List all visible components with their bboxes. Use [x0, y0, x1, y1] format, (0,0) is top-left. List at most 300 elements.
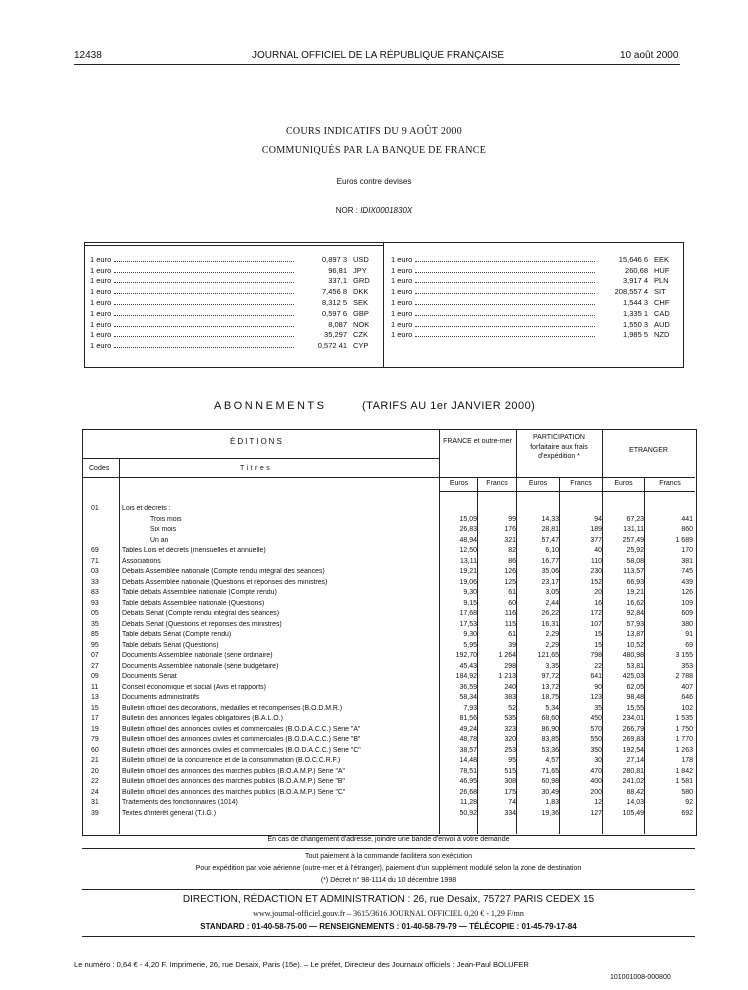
row-value: 110: [590, 557, 602, 565]
rate-currency: CHF: [654, 297, 670, 307]
row-value: 126: [504, 568, 516, 575]
row-title: Bulletin des annonces légales obligatoires (B.A.L.O.): [122, 715, 283, 722]
row-value: 450: [590, 715, 602, 722]
row-value: 12: [594, 799, 602, 806]
row-value: 1 842: [675, 767, 693, 775]
row-title: Trois mois: [150, 515, 182, 523]
row-value: 323: [504, 725, 516, 733]
nor-label: NOR :: [335, 206, 358, 215]
row-code: 03: [91, 568, 99, 575]
leader-dots: [415, 330, 595, 337]
row-value: 74: [508, 799, 516, 806]
row-value: 241,02: [622, 778, 644, 785]
row-value: 15: [594, 631, 602, 638]
rate-label: 1 euro: [90, 297, 112, 307]
row-value: 92,84: [626, 610, 644, 617]
row-value: 107: [590, 620, 602, 628]
rate-label: 1 euro: [391, 308, 413, 318]
page-number: 12438: [74, 50, 102, 61]
col-etranger-francs: Francs: [659, 480, 681, 487]
row-code: 19: [91, 725, 99, 733]
row-title: Textes d'intérêt général (T.I.G.): [122, 809, 216, 817]
row-value: 515: [504, 767, 516, 775]
abonnements-tarifs: (TARIFS AU 1er JANVIER 2000): [362, 400, 536, 412]
row-value: 19,36: [541, 809, 559, 817]
row-title: Table débats Sénat (Compte rendu): [122, 631, 232, 638]
row-value: 53,81: [626, 662, 644, 670]
footer-phones: STANDARD : 01-40-58-75-00 — RENSEIGNEMENTS : 01-40-58-79-79 — TÉLÉCOPIE : 01-45-79-17-84: [200, 922, 577, 931]
abonnements-title: ABONNEMENTS: [214, 400, 327, 412]
row-value: 5,95: [463, 641, 477, 649]
row-value: 40: [594, 547, 602, 554]
row-value: 109: [681, 599, 693, 607]
row-title: Débats Assemblée nationale (Compte rendu intégral des séances): [122, 568, 325, 575]
row-value: 57,93: [626, 620, 644, 628]
row-value: 67,23: [626, 515, 644, 523]
leader-dots: [415, 287, 595, 294]
row-value: 381: [681, 557, 693, 565]
rate-currency: GRD: [353, 276, 370, 286]
row-title: Table débats Assemblée nationale (Compte rendu): [122, 589, 277, 596]
row-value: 57,47: [541, 536, 559, 544]
rate-label: 1 euro: [391, 297, 413, 307]
col-editions: ÉDITIONS: [230, 437, 284, 446]
leader-dots: [415, 266, 595, 273]
row-value: 692: [681, 809, 693, 817]
rate-value: 337,1: [328, 276, 347, 286]
row-title: Lois et décrets :: [122, 505, 171, 512]
rate-currency: NZD: [654, 330, 670, 340]
row-title: Bulletin officiel des annonces des marchés publics (B.O.A.M.P.) Série "C": [122, 788, 346, 796]
row-value: 121,65: [537, 652, 559, 659]
row-value: 580: [681, 788, 693, 796]
row-code: 01: [91, 505, 99, 512]
row-value: 90: [594, 683, 602, 691]
row-value: 94: [594, 515, 602, 523]
row-value: 66,93: [626, 578, 644, 586]
row-title: Bulletin officiel des annonces des marchés publics (B.O.A.M.P.) Série "A": [122, 767, 345, 775]
row-value: 298: [504, 662, 516, 670]
row-value: 266,79: [622, 725, 644, 733]
row-value: 6,10: [545, 547, 559, 554]
row-value: 105,49: [622, 809, 644, 817]
rates-box: [84, 242, 684, 368]
row-value: 83,85: [541, 736, 559, 743]
rate-value: 260,68: [625, 265, 648, 275]
row-value: 860: [681, 526, 693, 533]
rate-currency: CZK: [353, 330, 368, 340]
row-code: 85: [91, 631, 99, 638]
rate-currency: CAD: [654, 308, 670, 318]
rate-currency: DKK: [353, 287, 369, 297]
rate-row-left-czk: [90, 329, 375, 340]
row-code: 33: [91, 578, 99, 586]
rate-label: 1 euro: [90, 330, 112, 340]
row-value: 38,57: [459, 746, 477, 754]
row-value: 234,01: [622, 715, 644, 722]
rate-value: 15,646 6: [618, 254, 648, 264]
row-value: 7,93: [463, 704, 477, 712]
row-code: 79: [91, 736, 99, 743]
rate-currency: HUF: [654, 265, 670, 275]
rate-row-right-pln: [391, 275, 676, 286]
rate-row-right-sit: [391, 285, 676, 296]
leader-dots: [114, 341, 294, 348]
row-value: 116: [504, 610, 516, 617]
row-code: 95: [91, 641, 99, 649]
rate-row-right-cad: [391, 307, 676, 318]
row-code: 69: [91, 547, 99, 554]
row-value: 86: [508, 557, 516, 565]
row-value: 3 155: [675, 652, 693, 659]
rate-label: 1 euro: [391, 254, 413, 264]
row-title: Conseil économique et social (Avis et rapports): [122, 683, 266, 691]
row-value: 16: [594, 599, 602, 607]
row-value: 321: [504, 536, 516, 544]
row-value: 2,29: [545, 641, 559, 649]
row-value: 26,68: [459, 788, 477, 796]
rate-value: 0,572 41: [317, 341, 347, 351]
row-value: 19,21: [459, 568, 477, 575]
row-code: 24: [91, 788, 99, 796]
row-code: 60: [91, 746, 99, 754]
row-value: 3,35: [545, 662, 559, 670]
row-value: 26,83: [459, 526, 477, 533]
row-value: 1,83: [545, 799, 559, 806]
row-value: 1 750: [675, 725, 693, 733]
row-value: 320: [504, 736, 516, 743]
row-value: 308: [504, 778, 516, 785]
row-value: 646: [681, 694, 693, 701]
row-value: 71,65: [541, 767, 559, 775]
row-value: 26,22: [541, 610, 559, 617]
row-value: 53,36: [541, 746, 559, 754]
rate-currency: SIT: [654, 287, 666, 297]
rate-currency: GBP: [353, 308, 369, 318]
row-value: 22: [594, 662, 602, 670]
row-title: Table débats Assemblée nationale (Questions): [122, 599, 265, 607]
row-code: 15: [91, 704, 99, 712]
row-value: 23,17: [541, 578, 559, 586]
row-code: 11: [91, 683, 99, 691]
row-value: 45,43: [459, 662, 477, 670]
row-value: 176: [504, 526, 516, 533]
row-value: 377: [590, 536, 602, 544]
leader-dots: [114, 255, 294, 262]
row-value: 61: [508, 631, 516, 638]
row-code: 07: [91, 652, 99, 659]
rate-value: 1,335 1: [622, 308, 648, 318]
leader-dots: [415, 309, 595, 316]
rate-row-left-jpy: [90, 264, 375, 275]
row-value: 170: [681, 547, 693, 554]
rate-row-left-cyp: [90, 339, 375, 350]
row-value: 95: [508, 757, 516, 764]
row-code: 27: [91, 662, 99, 670]
row-value: 92: [685, 799, 693, 806]
row-code: 39: [91, 809, 99, 817]
row-value: 46,95: [459, 778, 477, 785]
row-value: 1 263: [675, 746, 693, 754]
leader-dots: [415, 255, 595, 262]
row-value: 30,49: [541, 788, 559, 796]
row-value: 189: [590, 526, 602, 533]
rate-row-left-usd: [90, 253, 375, 264]
row-title: Documents Sénat: [122, 673, 177, 680]
row-title: Documents administratifs: [122, 694, 200, 701]
row-title: Débats Sénat (Questions et réponses des ministres): [122, 620, 282, 628]
row-value: 17,53: [459, 620, 477, 628]
row-value: 18,75: [541, 694, 559, 701]
row-value: 14,03: [626, 799, 644, 806]
row-value: 798: [590, 652, 602, 659]
footer-numero: Le numéro : 0,64 € - 4,20 F. Imprimerie, 26, rue Desaix, Paris (15e). – Le préfet, Directeur des Journaux officiels : Jean-Paul BOLUFER: [74, 960, 529, 969]
rate-row-left-gbp: [90, 307, 375, 318]
row-value: 113,57: [623, 568, 644, 575]
rate-value: 35,297: [324, 330, 347, 340]
row-value: 11,28: [460, 799, 477, 806]
row-title: Documents Assemblée nationale (série budgétaire): [122, 662, 279, 670]
row-value: 91: [685, 631, 693, 638]
row-value: 123: [590, 694, 602, 701]
rate-label: 1 euro: [90, 265, 112, 275]
row-value: 86,90: [541, 725, 559, 733]
row-value: 62,05: [626, 683, 644, 691]
row-value: 9,30: [463, 589, 477, 596]
row-value: 127: [590, 809, 602, 817]
row-value: 641: [590, 673, 602, 680]
row-value: 16,77: [541, 557, 559, 565]
footer-code: 101001008-000800: [610, 974, 671, 981]
issue-date: 10 août 2000: [620, 50, 679, 61]
footer-web: www.journal-officiel.gouv.fr – 3615/3616 JOURNAL OFFICIEL 0,20 € - 1,29 F/mn: [253, 909, 524, 918]
row-value: 30: [594, 757, 602, 764]
row-code: 22: [91, 778, 99, 785]
row-value: 407: [681, 683, 693, 691]
row-value: 97,72: [541, 673, 559, 680]
row-value: 15,09: [459, 515, 477, 523]
row-value: 3,05: [545, 589, 559, 596]
row-value: 10,52: [626, 641, 644, 649]
row-value: 13,11: [460, 557, 477, 565]
row-value: 184,92: [455, 673, 477, 680]
nor-reference: [0, 206, 748, 215]
row-title: Traitements des fonctionnaires (1014): [122, 799, 238, 806]
row-title: Documents Assemblée nationale (série ordinaire): [122, 652, 273, 659]
rates-left-list: [90, 253, 375, 350]
row-value: 14,33: [541, 515, 559, 523]
rate-currency: PLN: [654, 276, 669, 286]
row-code: 31: [91, 799, 99, 806]
row-value: 28,81: [541, 526, 559, 533]
row-title: Bulletin officiel des annonces civiles et commerciales (B.O.D.A.C.C.) Série "A": [122, 725, 361, 733]
note-airmail: Pour expédition par voie aérienne (outre-mer et à l'étranger), paiement d'un supplément modulé selon la zone de destination: [195, 865, 582, 872]
row-value: 60: [508, 599, 516, 607]
row-value: 480,98: [622, 652, 644, 659]
journal-title: JOURNAL OFFICIEL DE LA RÉPUBLIQUE FRANÇAISE: [252, 50, 505, 61]
row-value: 1 264: [498, 652, 516, 659]
row-value: 425,03: [622, 673, 644, 680]
row-code: 21: [91, 757, 99, 764]
row-value: 61: [508, 589, 516, 596]
row-value: 1 689: [675, 536, 693, 544]
row-value: 15,55: [626, 704, 644, 712]
row-value: 1 770: [675, 736, 693, 743]
row-code: 09: [91, 673, 99, 680]
row-value: 1 581: [675, 778, 693, 785]
rates-right-list: [391, 253, 676, 339]
row-value: 609: [681, 610, 693, 617]
row-value: 19,21: [626, 589, 644, 596]
row-value: 4,57: [545, 757, 559, 764]
row-value: 48,78: [459, 736, 477, 743]
leader-dots: [415, 320, 595, 327]
row-value: 35: [594, 704, 602, 712]
rate-value: 0,897 3: [321, 254, 347, 264]
row-value: 14,48: [459, 757, 477, 764]
row-value: 16,31: [541, 620, 559, 628]
row-value: 383: [504, 694, 516, 701]
row-value: 441: [681, 515, 693, 523]
row-value: 58,08: [626, 557, 644, 565]
cours-title-2: COMMUNIQUÉS PAR LA BANQUE DE FRANCE: [261, 145, 487, 156]
rate-currency: AUD: [654, 319, 670, 329]
row-value: 550: [590, 736, 602, 743]
rate-label: 1 euro: [90, 254, 112, 264]
row-value: 334: [504, 809, 516, 817]
rate-value: 1,544 3: [622, 297, 648, 307]
rate-label: 1 euro: [391, 319, 413, 329]
row-value: 126: [681, 589, 693, 596]
rate-row-left-nok: [90, 318, 375, 329]
rate-row-left-sek: [90, 296, 375, 307]
note-address: En cas de changement d'adresse, joindre une bande d'envoi à votre demande: [267, 836, 510, 843]
rate-label: 1 euro: [391, 265, 413, 275]
row-value: 2 788: [675, 673, 693, 680]
row-value: 2,29: [545, 631, 559, 638]
rate-value: 8,087: [328, 319, 347, 329]
row-value: 12,50: [459, 547, 477, 554]
row-value: 102: [681, 704, 693, 712]
col-participation-francs: Francs: [570, 480, 592, 487]
row-value: 78,51: [459, 767, 477, 775]
row-title: Table débats Sénat (Questions): [122, 641, 219, 649]
row-value: 175: [504, 788, 516, 796]
row-title: Associations: [122, 557, 161, 565]
row-value: 192,70: [455, 652, 477, 659]
row-title: Bulletin officiel des annonces civiles et commerciales (B.O.D.A.C.C.) Série "B": [122, 736, 361, 743]
rate-value: 96,81: [328, 265, 347, 275]
row-title: Bulletin officiel des annonces des marchés publics (B.O.A.M.P.) Série "B": [122, 778, 345, 785]
rate-row-right-huf: [391, 264, 676, 275]
row-value: 470: [590, 767, 602, 775]
row-value: 230: [590, 568, 602, 575]
col-participation: PARTICIPATION forfaitaire aux frais d'expédition *: [530, 434, 588, 460]
rate-currency: NOK: [353, 319, 370, 329]
row-value: 81,56: [459, 715, 477, 722]
rate-label: 1 euro: [391, 276, 413, 286]
leader-dots: [114, 276, 294, 283]
rate-value: 7,456 8: [321, 287, 347, 297]
rate-row-left-grd: [90, 275, 375, 286]
row-value: 350: [590, 746, 602, 754]
row-value: 9,15: [463, 599, 477, 607]
row-value: 50,92: [459, 809, 477, 817]
leader-dots: [415, 298, 595, 305]
rate-value: 3,917 4: [622, 276, 648, 286]
footer-direction: DIRECTION, RÉDACTION ET ADMINISTRATION : 26, rue Desaix, 75727 PARIS CEDEX 15: [182, 894, 595, 905]
row-value: 82: [508, 547, 516, 554]
row-code: 17: [91, 715, 99, 722]
row-value: 178: [681, 757, 693, 764]
nor-value: IDIX0001830X: [360, 206, 413, 215]
row-value: 131,11: [623, 526, 644, 533]
row-value: 27,14: [626, 757, 644, 764]
row-title: Débats Assemblée nationale (Questions et réponses des ministres): [122, 578, 328, 586]
rate-row-right-nzd: [391, 329, 676, 340]
cours-subtitle: Euros contre devises: [336, 177, 412, 186]
row-value: 253: [504, 746, 516, 754]
row-value: 380: [681, 620, 693, 628]
row-value: 13,72: [541, 683, 559, 691]
col-codes: Codes: [89, 465, 110, 472]
rate-value: 0,597 6: [321, 308, 347, 318]
row-value: 1 535: [675, 715, 693, 722]
rate-value: 8,312 5: [321, 297, 347, 307]
row-code: 20: [91, 767, 99, 775]
row-value: 400: [590, 778, 602, 785]
row-code: 83: [91, 589, 99, 596]
leader-dots: [415, 276, 595, 283]
col-france: FRANCE et outre-mer: [443, 438, 512, 445]
row-title: Débats Sénat (Compte rendu intégral des séances): [122, 610, 280, 617]
rate-currency: SEK: [353, 297, 369, 307]
row-value: 49,24: [459, 725, 477, 733]
row-title: Tables Lois et décrets (mensuelles et annuelle): [122, 547, 266, 554]
leader-dots: [114, 320, 294, 327]
rate-currency: JPY: [353, 265, 367, 275]
row-value: 36,59: [459, 683, 477, 691]
rate-label: 1 euro: [391, 330, 413, 340]
row-value: 353: [681, 662, 693, 670]
row-value: 200: [590, 788, 602, 796]
row-value: 52: [508, 704, 516, 712]
row-code: 13: [91, 694, 99, 701]
row-value: 745: [681, 568, 693, 575]
row-title: Bulletin officiel des décorations, médailles et récompenses (B.O.D.M.R.): [122, 704, 343, 712]
row-value: 172: [590, 610, 602, 617]
row-title: Six mois: [150, 526, 177, 533]
row-value: 19,06: [459, 578, 477, 586]
col-france-francs: Francs: [486, 480, 508, 487]
leader-dots: [114, 298, 294, 305]
note-decret: (*) Décret n° 98-1114 du 10 décembre 1998: [320, 877, 457, 884]
row-value: 535: [504, 715, 516, 722]
leader-dots: [114, 309, 294, 316]
row-value: 20: [594, 589, 602, 596]
row-value: 35,06: [541, 568, 559, 575]
row-value: 16,62: [626, 599, 644, 607]
rate-label: 1 euro: [90, 319, 112, 329]
rate-row-right-aud: [391, 318, 676, 329]
row-value: 15: [594, 641, 602, 649]
row-value: 58,34: [459, 694, 477, 701]
row-value: 39: [508, 641, 516, 649]
row-code: 71: [91, 557, 99, 565]
row-value: 269,83: [622, 736, 644, 743]
col-titres: Titres: [240, 465, 273, 472]
row-value: 68,60: [541, 715, 559, 722]
